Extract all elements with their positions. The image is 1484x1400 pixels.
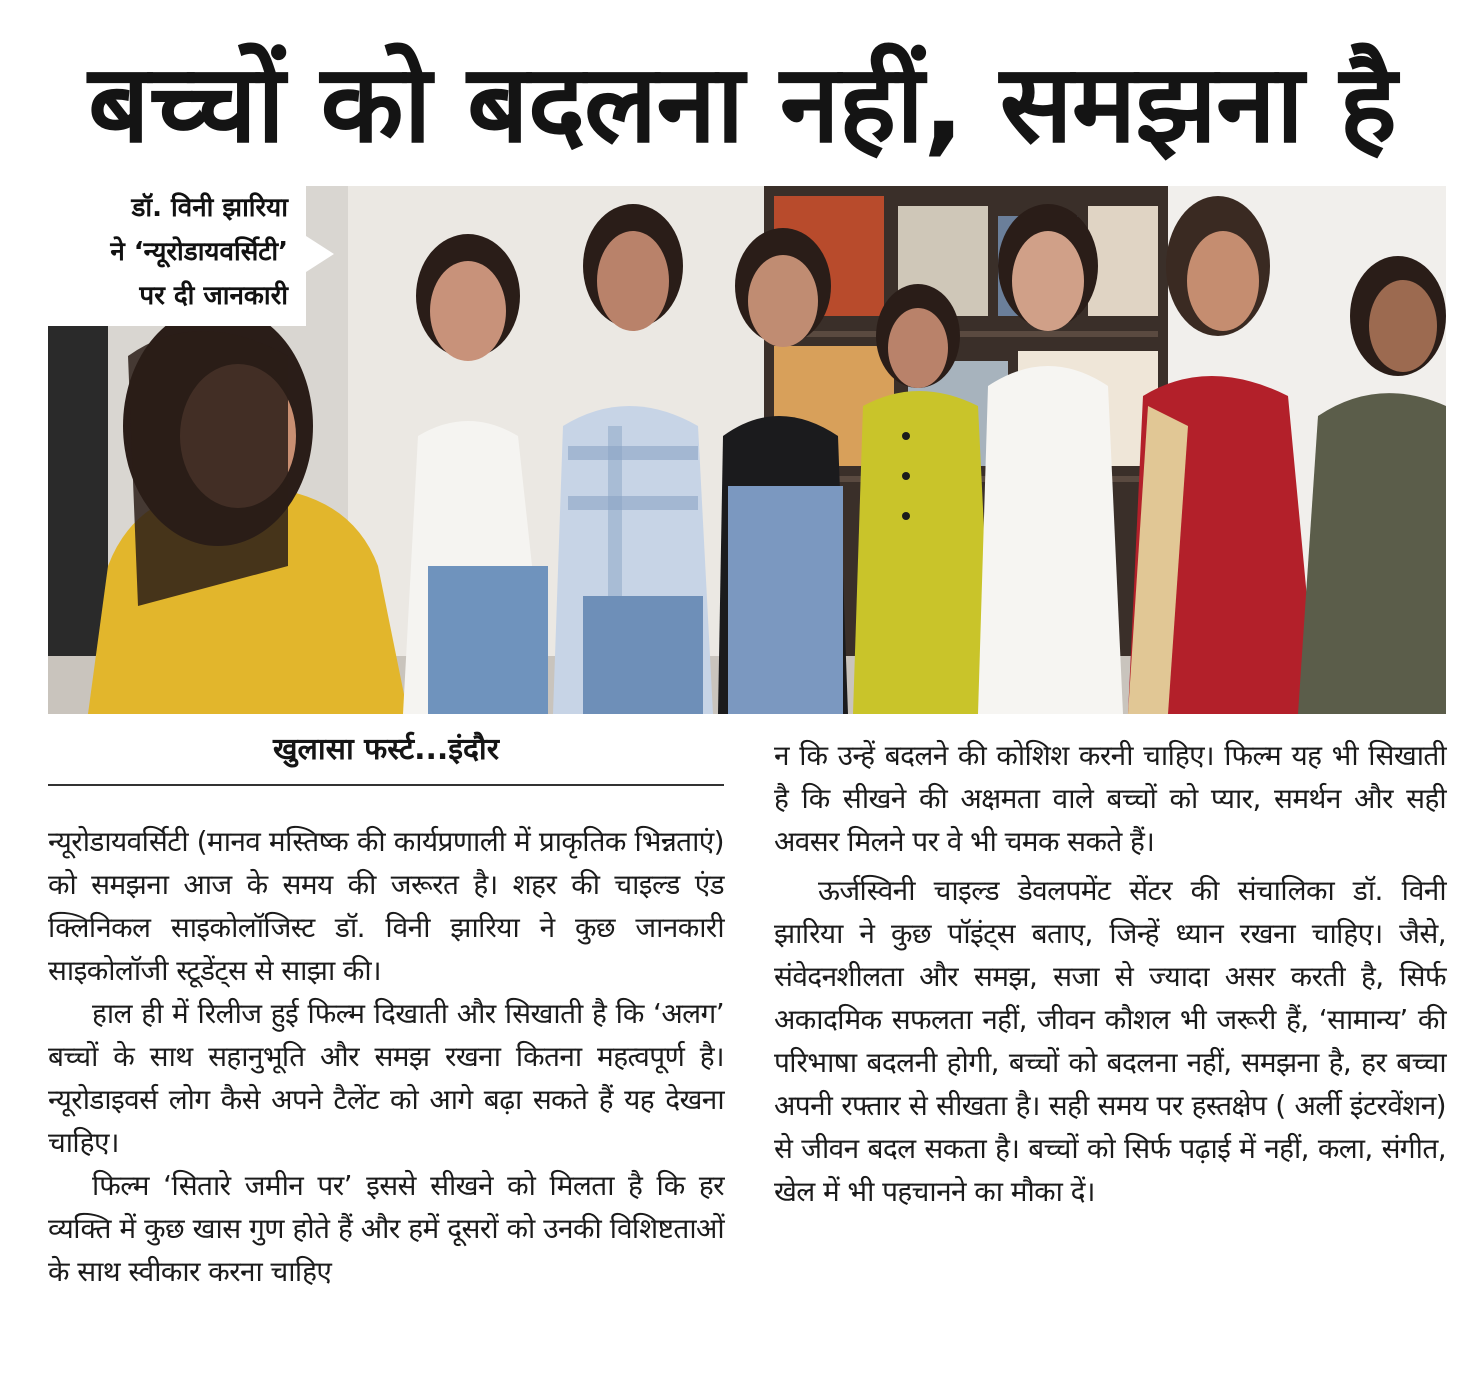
photo-callout bbox=[48, 186, 306, 326]
callout-pointer bbox=[306, 236, 334, 272]
paragraph: ऊर्जस्विनी चाइल्ड डेवलपमेंट सेंटर की संचालिका डॉ. विनी झारिया ने कुछ पॉइंट्स बताए, जिन्हें ध्यान रखना चाहिए। जैसे, संवेदनशीलता और समझ, सजा से ज्यादा असर करती है, सिर्फ अकादमिक सफलता नहीं, जीवन कौशल भी जरूरी हैं, ‘सामान्य’ की परिभाषा बदलनी होगी, बच्चों को बदलना नहीं, समझना है, हर बच्चा अपनी रफ्तार से सीखता है। सही समय पर हस्तक्षेप ( अर्ली इंटरवेंशन) से जीवन बदल सकता है। बच्चों को सिर्फ पढ़ाई में नहीं, कला, संगीत, खेल में भी पहचानने का मौका दें। bbox=[774, 874, 1446, 1208]
article-column-right bbox=[774, 734, 1446, 1213]
callout-line-2: ने ‘न्यूरोडायवर्सिटी’ bbox=[110, 237, 288, 267]
callout-line-1: डॉ. विनी झारिया bbox=[131, 193, 288, 223]
paragraph: हाल ही में रिलीज हुई फिल्म दिखाती और सिखाती है कि ‘अलग’ बच्चों के साथ सहानुभूति और समझ रखना कितना महत्वपूर्ण है। न्यूरोडाइवर्स लोग कैसे अपने टैलेंट को आगे बढ़ा सकते हैं यह देखना चाहिए। bbox=[48, 997, 724, 1159]
article-column-left bbox=[48, 820, 724, 1293]
paragraph: न्यूरोडायवर्सिटी (मानव मस्तिष्क की कार्यप्रणाली में प्राकृतिक भिन्नताएं) को समझना आज के समय की जरूरत है। शहर की चाइल्ड एंड क्लिनिकल साइकोलॉजिस्ट डॉ. विनी झारिया ने कुछ जानकारी साइकोलॉजी स्टूडेंट्स से साझा की। bbox=[48, 825, 724, 987]
callout-line-3: पर दी जानकारी bbox=[139, 281, 288, 311]
headline: बच्चों को बदलना नहीं, समझना है bbox=[88, 42, 1396, 167]
paragraph: न कि उन्हें बदलने की कोशिश करनी चाहिए। फिल्म यह भी सिखाती है कि सीखने की अक्षमता वाले बच्चों को प्यार, समर्थन और सही अवसर मिलने पर वे भी चमक सकते हैं। bbox=[774, 739, 1446, 858]
dateline: खुलासा फर्स्ट...इंदौर bbox=[273, 732, 499, 767]
paragraph: फिल्म ‘सितारे जमीन पर’ इससे सीखने को मिलता है कि हर व्यक्ति में कुछ खास गुण होते हैं और हमें दूसरों को उनकी विशिष्टताओं के साथ स्वीकार करना चाहिए bbox=[48, 1169, 724, 1288]
dateline-rule bbox=[48, 784, 724, 786]
